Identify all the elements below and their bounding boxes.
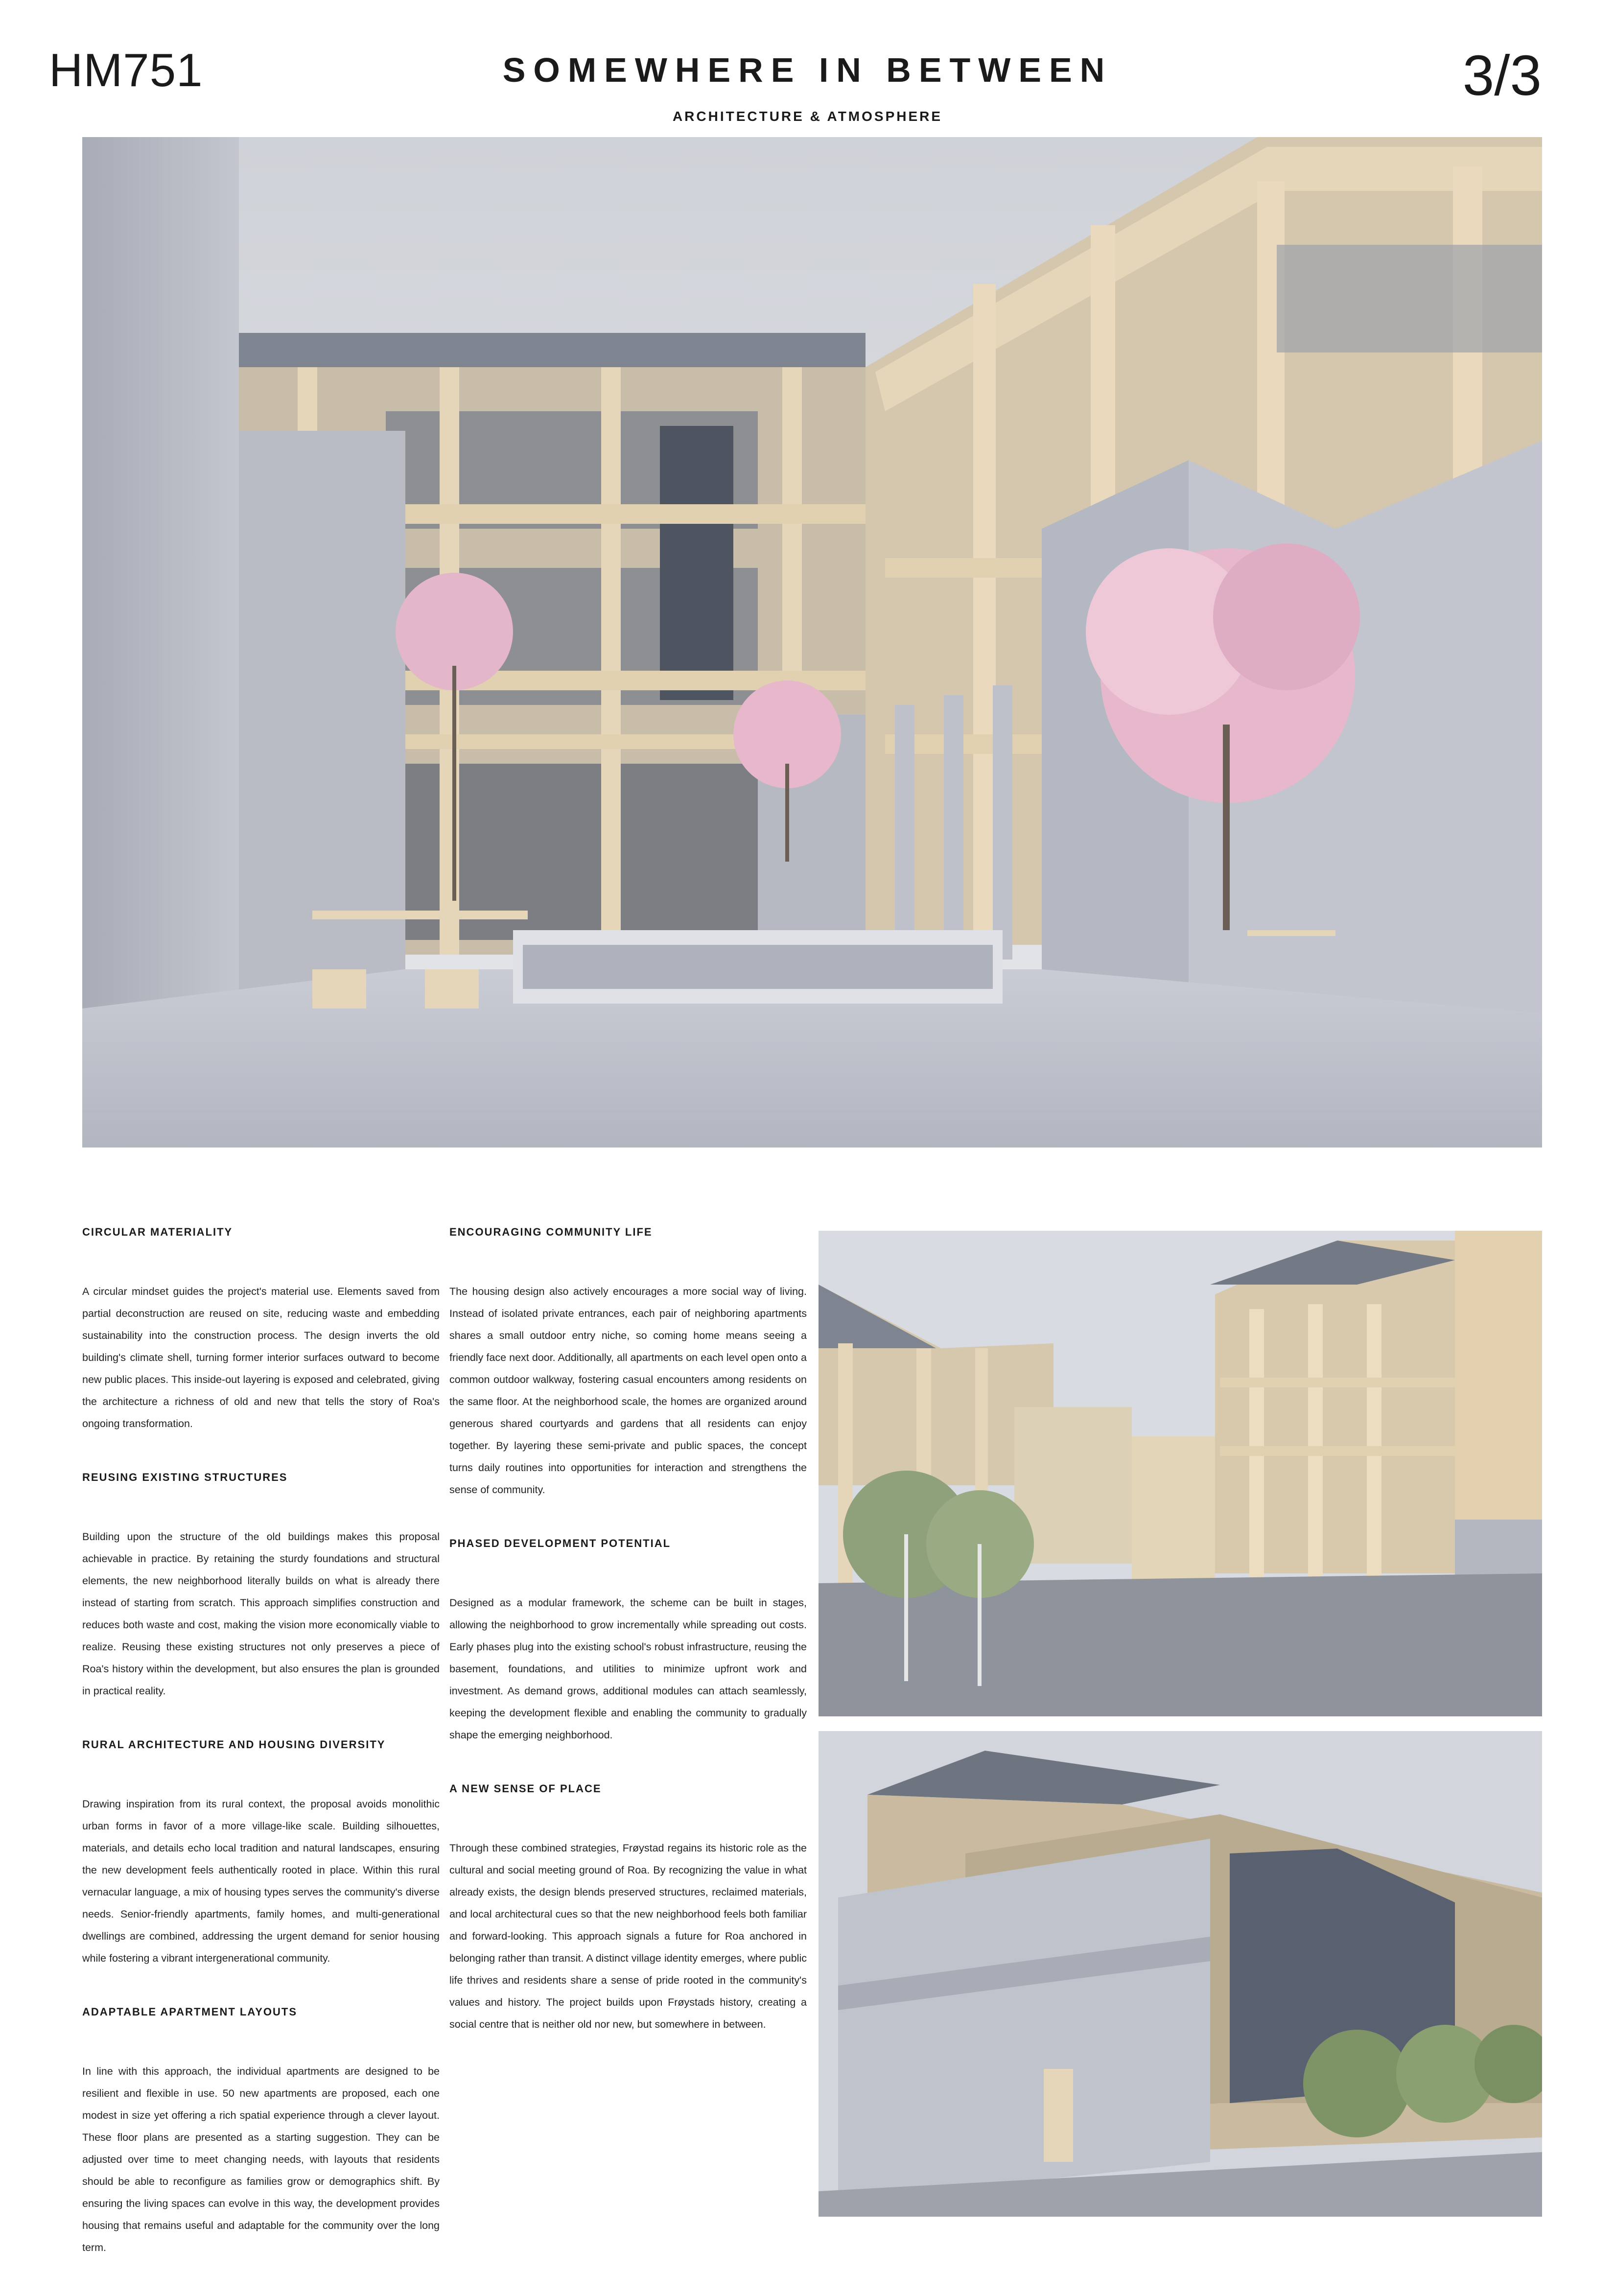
section-heading-adaptable-layouts: ADAPTABLE APARTMENT LAYOUTS	[82, 2006, 297, 2018]
section-heading-phased-development: PHASED DEVELOPMENT POTENTIAL	[449, 1537, 671, 1549]
section-body-sense-of-place: Through these combined strategies, Frøystad regains its historic role as the cultural and social meeting ground of Roa. By recognizing the value in what already exists, the design blends preserved structures, reclaimed materials, and local architectural cues so that the new neighborhood feels both familiar and forward-looking. This approach signals a future for Roa anchored in belonging rather than transit. A distinct village identity emerges, where public life thrives and residents share a sense of pride rooted in the community's values and history. The project builds upon Frøystads history, creating a social centre that is neither old nor new, but somewhere in between.	[449, 1842, 807, 2030]
page-title: SOMEWHERE IN BETWEEN	[502, 51, 1113, 89]
project-code: HM751	[49, 44, 203, 96]
section-body-adaptable-layouts: In line with this approach, the individual apartments are designed to be resilient and flexible in use. 50 new apartments are proposed, each one modest in size yet offering a rich spatial experience through a clever layout. These floor plans are presented as a starting suggestion. They can be adjusted over time to meet changing needs, with layouts that residents should be able to reconfigure as families grow or demographics shift. By ensuring the living spaces can evolve in this way, the development provides housing that remains useful and adaptable for the community over the long term.	[82, 2065, 440, 2253]
section-heading-community-life: ENCOURAGING COMMUNITY LIFE	[449, 1226, 653, 1238]
section-heading-rural-architecture: RURAL ARCHITECTURE AND HOUSING DIVERSITY	[82, 1738, 386, 1751]
section-body-reusing-structures: Building upon the structure of the old buildings makes this proposal achievable in practice. By retaining the sturdy foundations and structural elements, the new neighborhood literally builds on what is already there instead of starting from scratch. This approach simplifies construction and reduces both waste and cost, making the vision more economically viable to realize. Reusing these existing structures not only preserves a piece of Roa's history within the development, but also ensures the plan is grounded in practical reality.	[82, 1531, 440, 1697]
text-column-left	[82, 1227, 440, 2296]
school-courtyard-render	[819, 1231, 1542, 1716]
section-heading-sense-of-place: A NEW SENSE OF PLACE	[449, 1782, 602, 1795]
courtyard-render	[82, 137, 1542, 1148]
section-heading-reusing-structures: REUSING EXISTING STRUCTURES	[82, 1471, 288, 1483]
section-body-community-life: The housing design also actively encourages a more social way of living. Instead of isolated private entrances, each pair of neighboring apartments shares a small outdoor entry niche, so coming home means seeing a friendly face next door. Additionally, all apartments on each level open onto a common outdoor walkway, fostering casual encounters among residents on the same floor. At the neighborhood scale, the homes are organized around generous shared courtyards and gardens that all residents can enjoy together. By layering these semi-private and public spaces, the concept turns daily routines into opportunities for interaction and strengthens the sense of community.	[449, 1286, 807, 1496]
text-column-middle	[449, 1227, 807, 2073]
page-number: 3/3	[1462, 44, 1542, 107]
section-heading-circular-materiality: CIRCULAR MATERIALITY	[82, 1226, 233, 1238]
street-elevation-render	[819, 1731, 1542, 2217]
section-body-circular-materiality: A circular mindset guides the project's material use. Elements saved from partial deconstruction are reused on site, reducing waste and embedding sustainability into the construction process. The design inverts the old building's climate shell, turning former interior surfaces outward to become new public places. This inside-out layering is exposed and celebrated, giving the architecture a richness of old and new that tells the story of Roa's ongoing transformation.	[82, 1286, 440, 1429]
section-body-rural-architecture: Drawing inspiration from its rural context, the proposal avoids monolithic urban forms in favor of a more village-like scale. Building silhouettes, materials, and details echo local tradition and natural landscapes, ensuring the new development feels authentically rooted in place. Within this rural vernacular language, a mix of housing types serves the community's diverse needs. Senior-friendly apartments, family homes, and multi-generational dwellings are combined, addressing the urgent demand for senior housing while fostering a vibrant intergenerational community.	[82, 1798, 440, 1964]
section-body-phased-development: Designed as a modular framework, the scheme can be built in stages, allowing the neighborhood to grow incrementally while spreading out costs. Early phases plug into the existing school's robust infrastructure, reusing the basement, foundations, and utilities to minimize upfront work and investment. As demand grows, additional modules can attach seamlessly, keeping the development flexible and enabling the community to gradually shape the emerging neighborhood.	[449, 1597, 807, 1741]
page-subtitle: ARCHITECTURE & ATMOSPHERE	[672, 109, 943, 124]
